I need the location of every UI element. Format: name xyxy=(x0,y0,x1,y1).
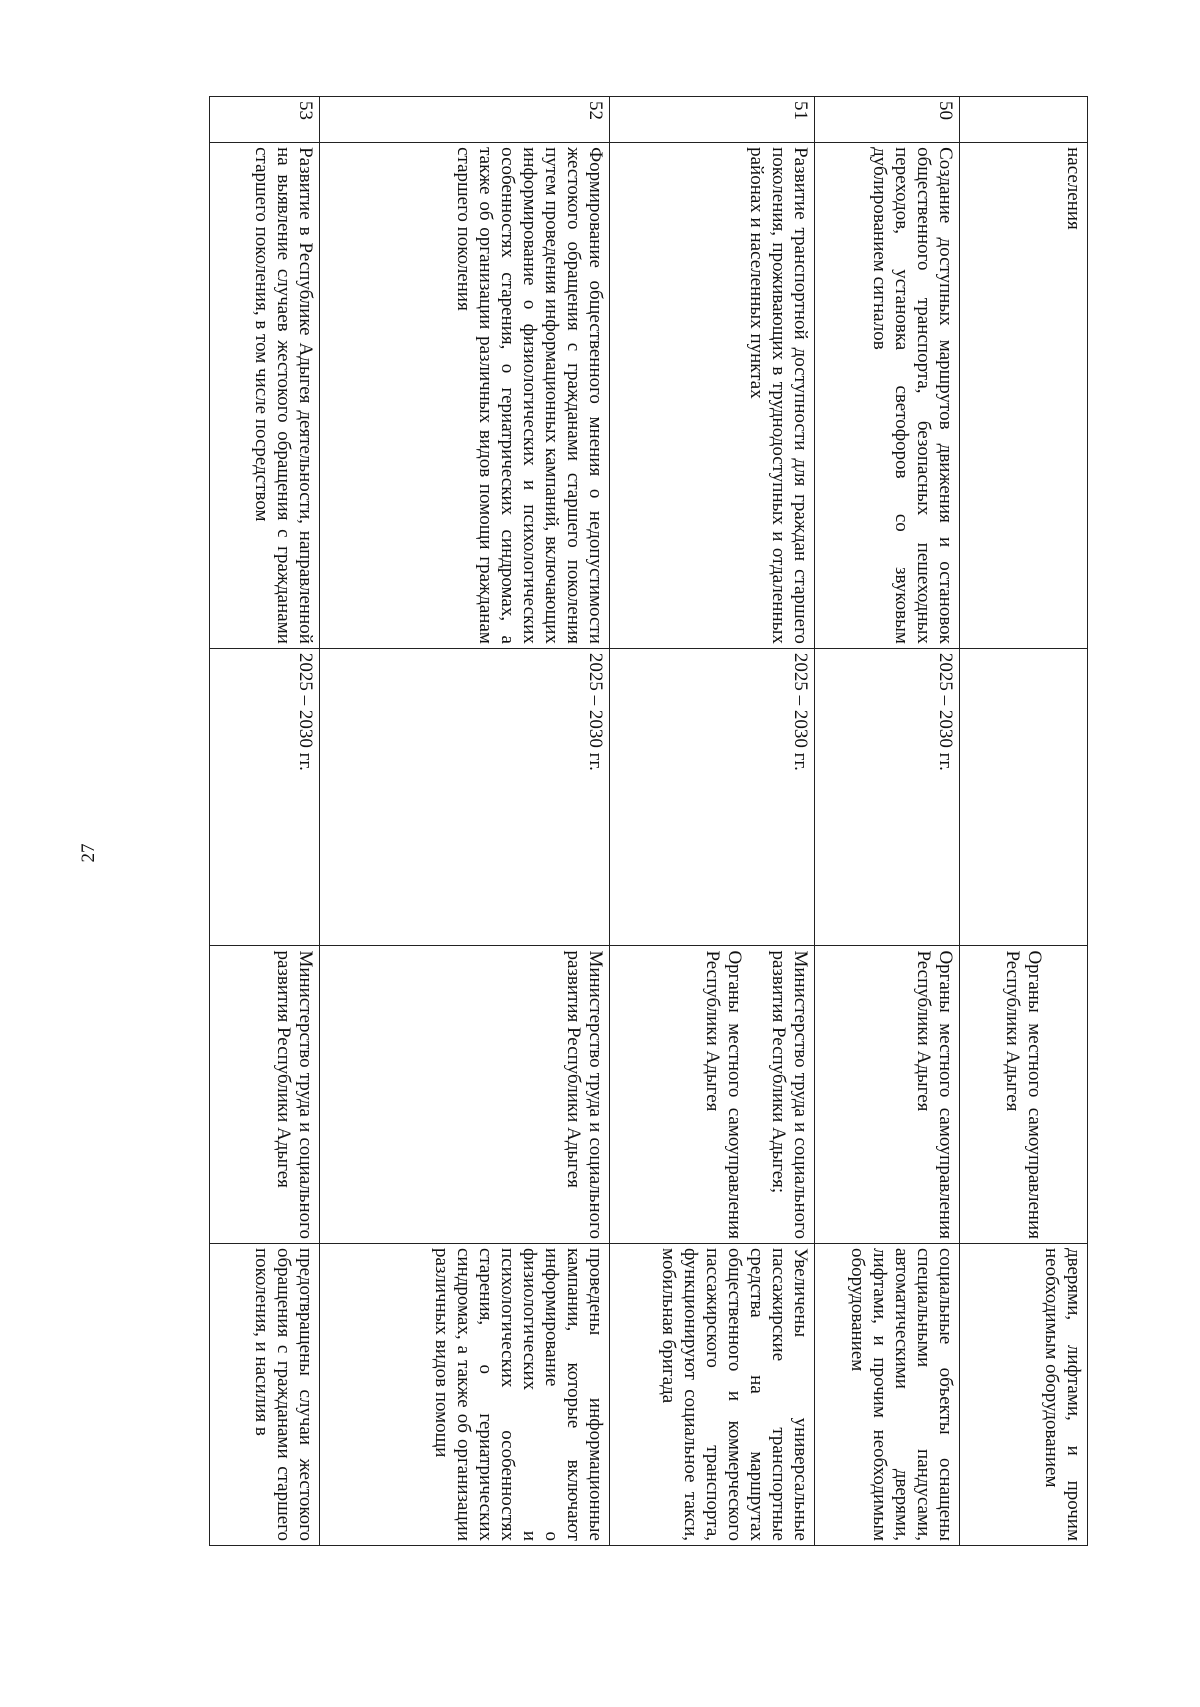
executor-text: Органы местного самоуправления Республики Адыгея xyxy=(702,950,745,1239)
event-cell: Формирование общественного мнения о недопустимости жестокого обращения с гражданами старшего поколения путем проведения информационных кампаний, включающих информирование о физиологических и психологических особенностях старения, о гериатрических синдромах, а также об организации различных видов помощи гражданам старшего поколения xyxy=(320,143,610,649)
result-cell: Увеличены универсальные пассажирские транспортные средства на маршрутах общественного и коммерческого пассажирского транспорта, функционируют социальное такси, мобильная бригада xyxy=(610,1243,815,1545)
row-number xyxy=(960,97,1088,143)
table-row xyxy=(815,97,960,1546)
event-cell: Развитие в Республике Адыгея деятельности, направленной на выявление случаев жестокого обращения с гражданами старшего поколения, в том числе посредством xyxy=(210,143,320,649)
executor-text: Министерство труда и социального развития Республики Адыгея xyxy=(563,950,606,1239)
executor-text: Органы местного самоуправления Республики Адыгея xyxy=(913,950,956,1239)
executor-cell xyxy=(320,946,610,1244)
term-cell: 2025 – 2030 гг. xyxy=(210,648,320,946)
table-row xyxy=(210,97,320,1546)
page-number: 27 xyxy=(78,843,99,863)
row-number: 50 xyxy=(815,97,960,143)
result-cell: проведены информационные кампании, которые включают информирование о физиологических и психологических особенностях старения, о гериатрических синдромах, а также об организации различных видов помощи xyxy=(320,1243,610,1545)
row-number: 51 xyxy=(610,97,815,143)
table-row xyxy=(960,97,1088,1546)
executor-cell xyxy=(960,946,1088,1244)
table-row xyxy=(320,97,610,1546)
action-plan-table xyxy=(209,96,1088,1546)
event-cell: населения xyxy=(960,143,1088,649)
executor-cell xyxy=(610,946,815,1244)
row-number: 53 xyxy=(210,97,320,143)
result-cell: предотвращены случаи жестокого обращения с гражданами старшего поколения, и насилия в xyxy=(210,1243,320,1545)
result-cell: дверями, лифтами, и прочим необходимым оборудованием xyxy=(960,1243,1088,1545)
term-cell: 2025 – 2030 гг. xyxy=(610,648,815,946)
event-cell: Развитие транспортной доступности для граждан старшего поколения, проживающих в труднодоступных и отдаленных районах и населенных пунктах xyxy=(610,143,815,649)
row-number: 52 xyxy=(320,97,610,143)
executor-text: Министерство труда и социального развития Республики Адыгея; xyxy=(768,950,811,1239)
term-cell xyxy=(960,648,1088,946)
result-cell: социальные объекты оснащены специальными пандусами, автоматическими дверями, лифтами, и прочим необходимым оборудованием xyxy=(815,1243,960,1545)
term-cell: 2025 – 2030 гг. xyxy=(815,648,960,946)
executor-cell xyxy=(815,946,960,1244)
table-row xyxy=(610,97,815,1546)
term-cell: 2025 – 2030 гг. xyxy=(320,648,610,946)
executor-text: Органы местного самоуправления Республики Адыгея xyxy=(1002,950,1046,1239)
event-cell: Создание доступных маршрутов движения и остановок общественного транспорта, безопасных пешеходных переходов, установка светофоров со звуковым дублированием сигналов xyxy=(815,143,960,649)
executor-text: Министерство труда и социального развития Республики Адыгея xyxy=(273,950,316,1239)
rotated-page-content xyxy=(124,96,1088,1546)
executor-cell xyxy=(210,946,320,1244)
